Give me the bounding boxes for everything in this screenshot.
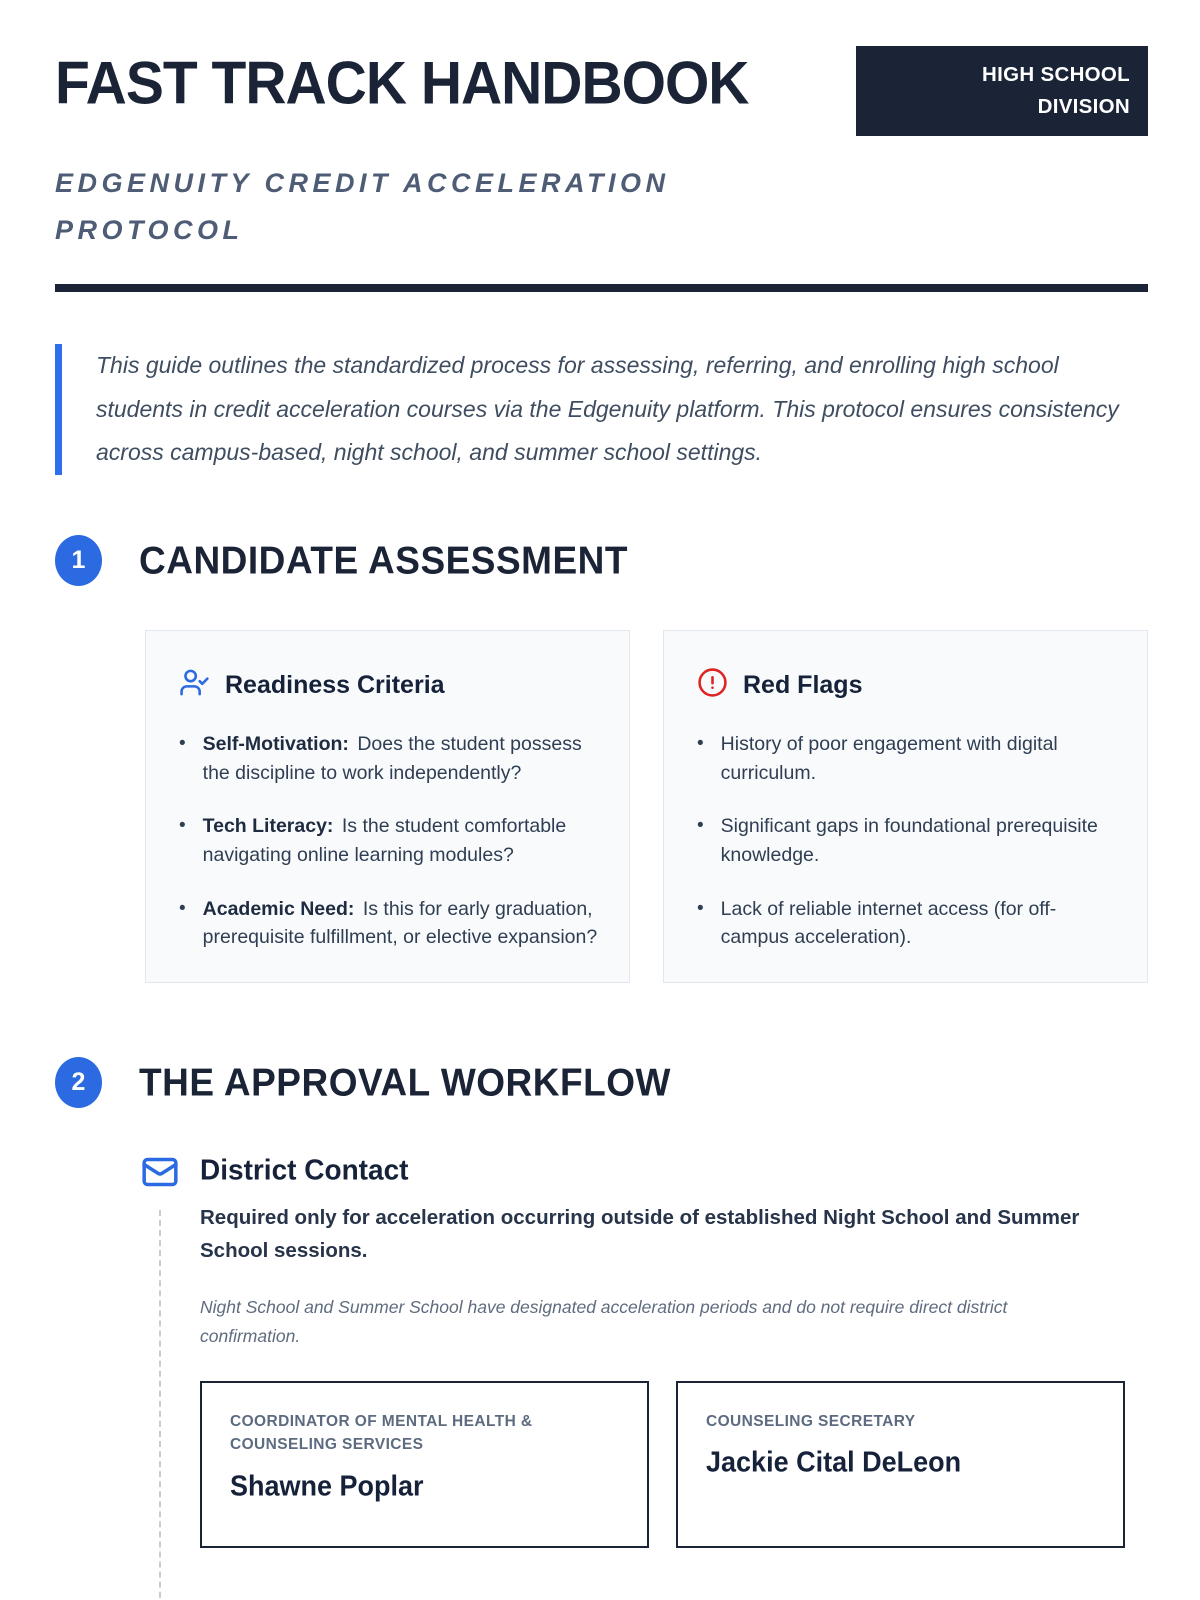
list-item-text: Significant gaps in foundational prerequisite knowledge. (720, 815, 1098, 867)
readiness-card-header (179, 667, 601, 703)
section-2-number-badge: 2 (55, 1057, 102, 1108)
contact-card-secretary (676, 1381, 1125, 1548)
section-2-header (55, 1057, 1148, 1108)
bullet-dot: • (697, 897, 704, 919)
section-1-number-badge: 1 (55, 535, 102, 586)
list-item-text: Self-Motivation: Does the student possess the discipline to work independently? (202, 733, 582, 784)
section-1-header (55, 535, 1148, 586)
contact-role: COORDINATOR OF MENTAL HEALTH & COUNSELING SERVICES (230, 1413, 533, 1454)
list-item (697, 730, 1119, 787)
readiness-list (179, 730, 601, 952)
division-badge-line2: DIVISION (1037, 94, 1130, 118)
contact-card-coordinator (200, 1381, 649, 1548)
note-text: Night School and Summer School have designated acceleration periods and do not require direct district confirmation. (200, 1297, 1008, 1347)
red-flags-card-title: Red Flags (743, 670, 863, 699)
list-item (697, 895, 1119, 952)
bullet-dot: • (179, 733, 186, 755)
mail-icon (140, 1152, 180, 1192)
district-contact-title: District Contact (200, 1153, 409, 1186)
contact-name: Shawne Poplar (230, 1469, 424, 1502)
division-badge-line1: HIGH SCHOOL (982, 63, 1130, 86)
red-flags-card (663, 630, 1148, 983)
list-item (179, 895, 601, 952)
bullet-dot: • (179, 815, 186, 837)
red-flags-card-header (697, 667, 1119, 703)
list-item-text: Lack of reliable internet access (for off-campus acceleration). (720, 897, 1057, 949)
alert-circle-icon (697, 667, 728, 703)
list-item-text: Tech Literacy: Is the student comfortable navigating online learning modules? (202, 815, 567, 867)
intro-quote: This guide outlines the standardized process for assessing, referring, and enrolling high school students in credit acceleration courses via the Edgenuity platform. This protocol ensures consistency across campus-based, night school, and summer school settings. (55, 344, 1130, 475)
contact-name: Jackie Cital DeLeon (706, 1446, 962, 1479)
contact-cards (200, 1381, 1125, 1548)
list-item (179, 730, 601, 787)
bullet-dot: • (179, 897, 186, 919)
section-2-title: THE APPROVAL WORKFLOW (139, 1060, 671, 1104)
requirement-text: Required only for acceleration occurring outside of established Night School and Summer School sessions. (200, 1206, 1080, 1263)
list-item (697, 812, 1119, 869)
user-check-icon (179, 667, 210, 703)
red-flags-list (697, 730, 1119, 952)
section-1-title: CANDIDATE ASSESSMENT (139, 538, 628, 582)
division-badge (856, 46, 1148, 136)
readiness-criteria-card (145, 630, 630, 983)
district-contact-step (140, 1154, 1148, 1548)
readiness-card-title: Readiness Criteria (225, 670, 445, 699)
contact-role: COUNSELING SECRETARY (706, 1413, 916, 1431)
bullet-dot: • (697, 733, 704, 755)
bullet-dot: • (697, 815, 704, 837)
list-item (179, 812, 601, 869)
subtitle: EDGENUITY CREDIT ACCELERATION PROTOCOL (55, 167, 670, 245)
list-item-text: Academic Need: Is this for early graduation, prerequisite fulfillment, or elective expansion? (202, 897, 598, 949)
header (55, 46, 1148, 136)
page-title: FAST TRACK HANDBOOK (55, 50, 749, 118)
assessment-cards (145, 630, 1148, 983)
list-item-text: History of poor engagement with digital curriculum. (720, 733, 1058, 784)
header-divider (55, 284, 1148, 292)
